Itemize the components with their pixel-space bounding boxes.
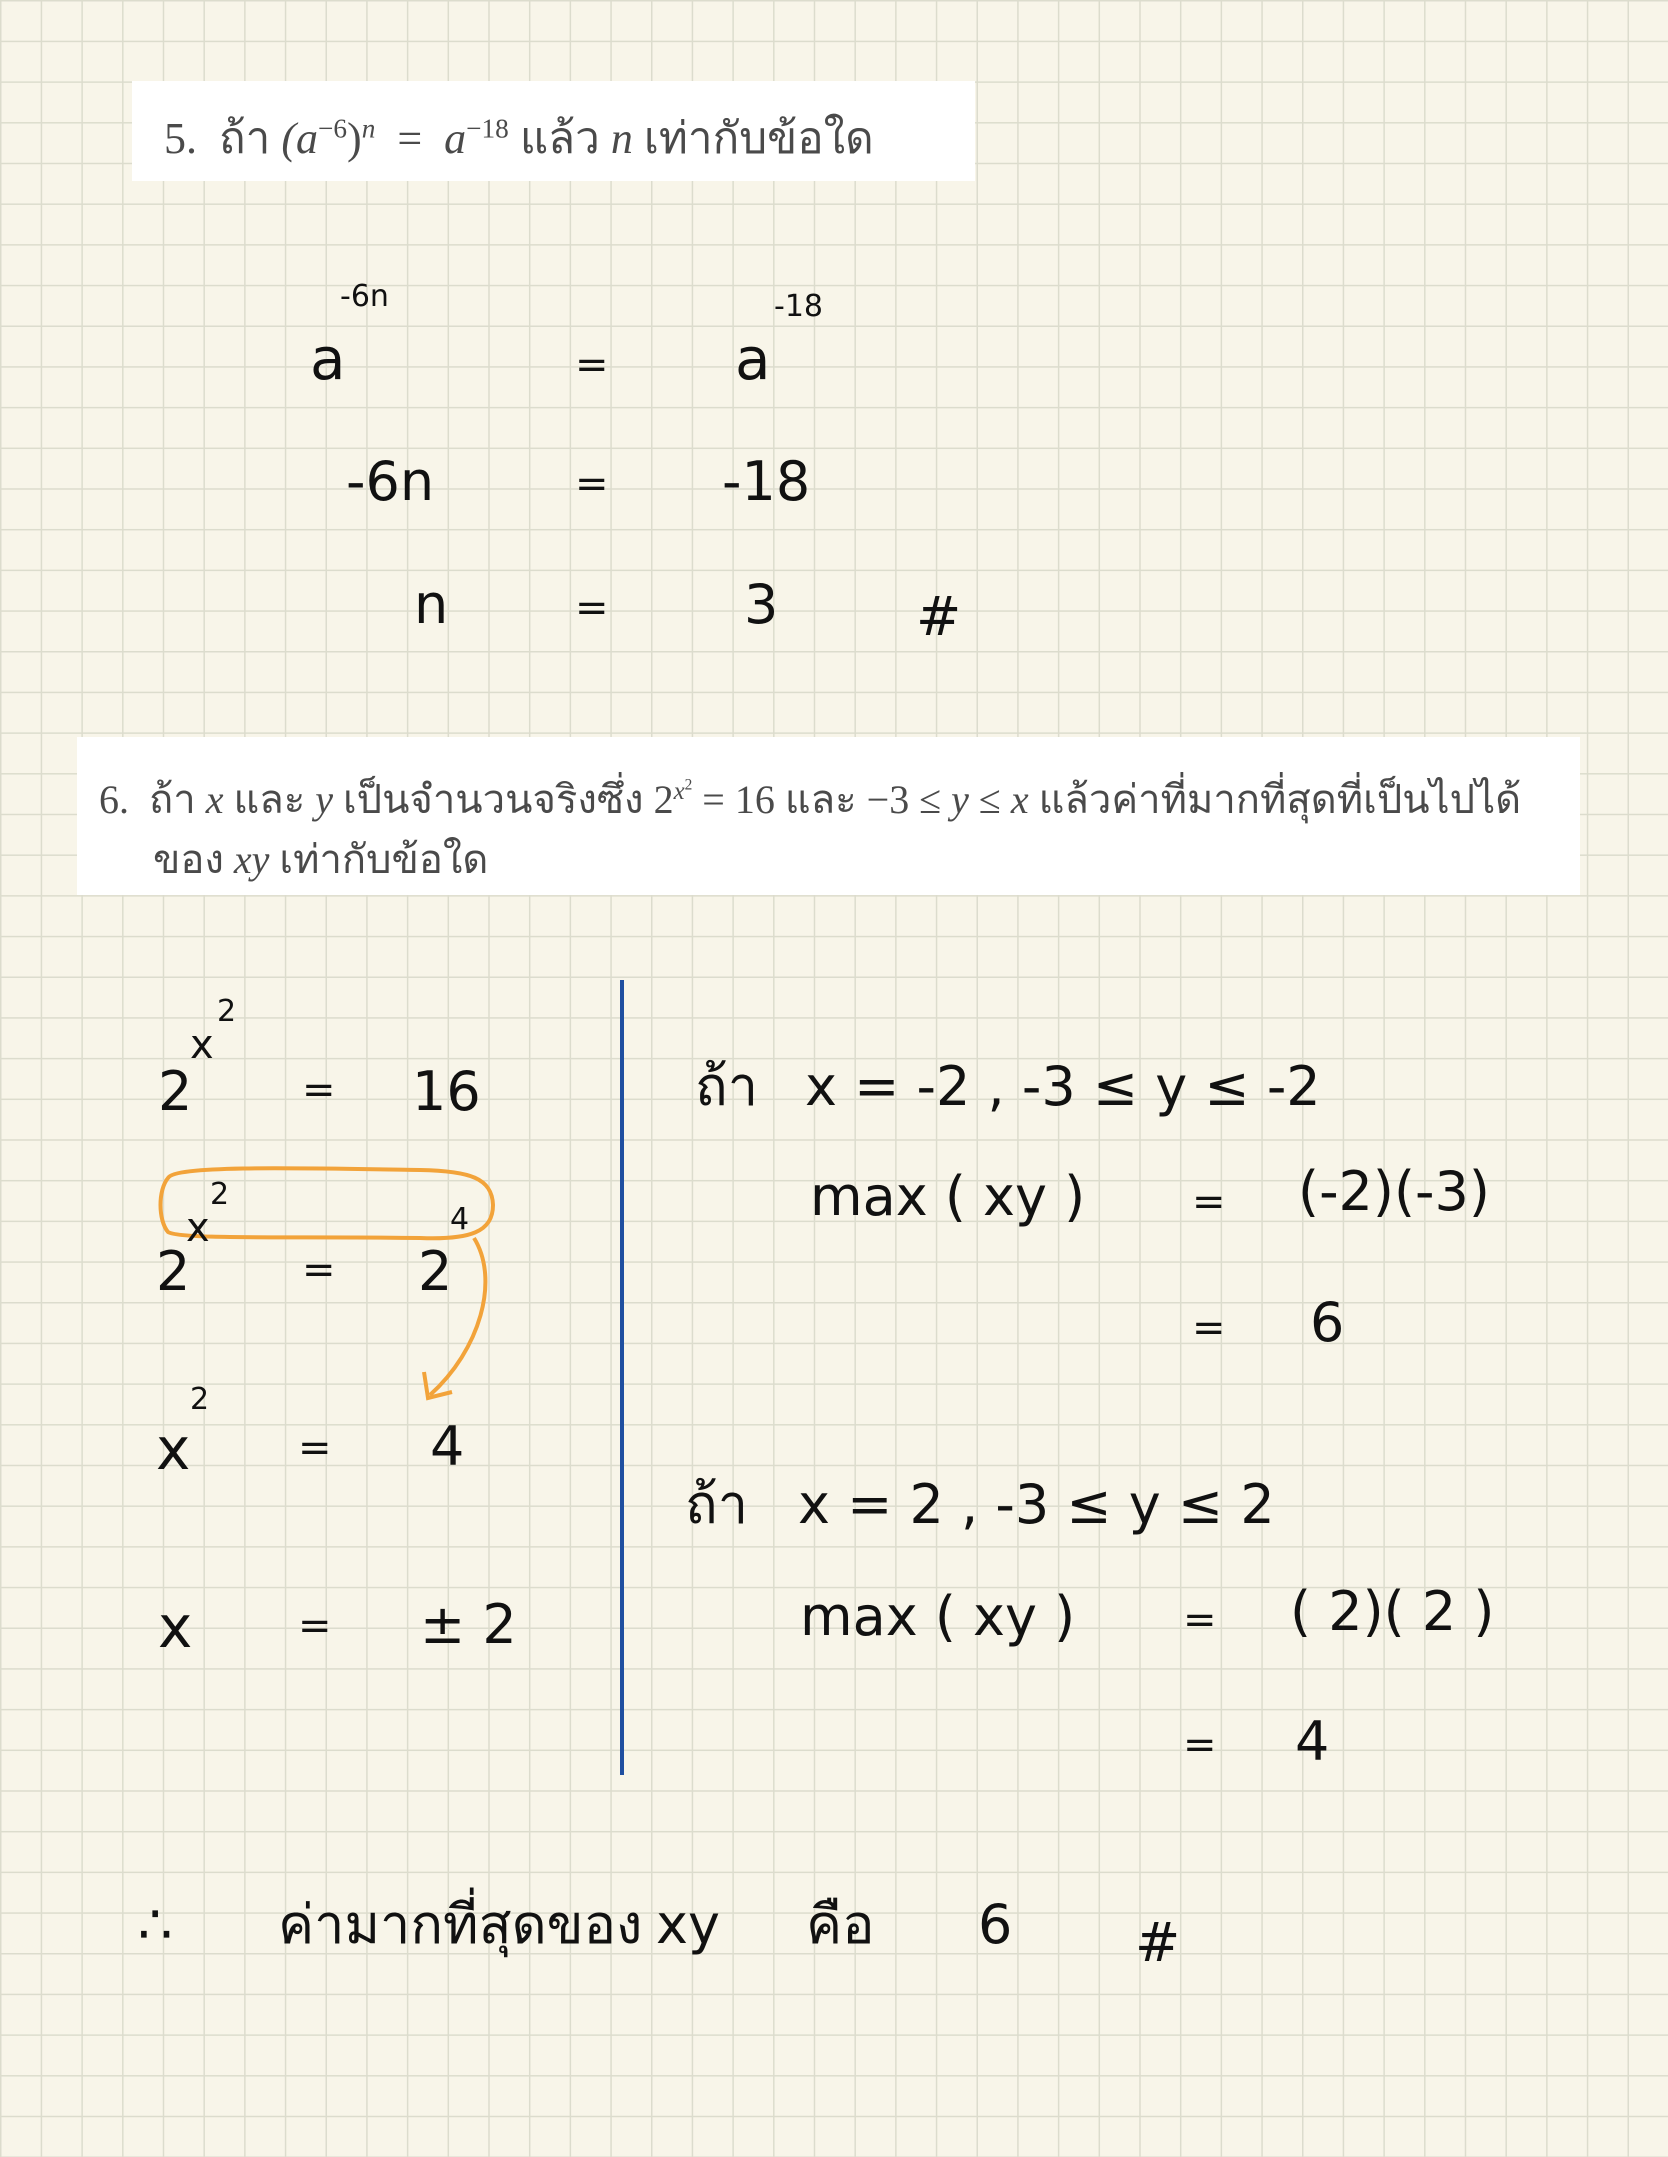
- s6-r4-rhs: ± 2: [420, 1593, 517, 1656]
- sol5-r3-rhs: 3: [744, 573, 779, 636]
- q6-x2: x: [1010, 777, 1029, 822]
- q6-exp: x: [673, 777, 685, 805]
- sol5-r1-rhs: a: [735, 325, 771, 393]
- q5-then: แล้ว: [519, 114, 600, 163]
- conclusion-is: คือ: [806, 1893, 875, 1956]
- q5-lhs-exp-outer: n: [361, 113, 376, 144]
- sol5-r3-lhs: n: [414, 573, 449, 636]
- q5-rhs: a: [444, 114, 467, 163]
- conclusion-mark: #: [1135, 1911, 1181, 1974]
- q6-of: ของ: [153, 837, 224, 882]
- q5-lhs-close: ): [347, 114, 362, 163]
- q5-lhs-exp-inner: −6: [318, 113, 348, 144]
- q5-if: ถ้า: [219, 114, 271, 163]
- s6-r2-eq: =: [302, 1247, 336, 1293]
- q5-rhs-exp: −18: [466, 113, 509, 144]
- s6-r3-eq: =: [298, 1425, 332, 1471]
- q6-xy: xy: [233, 837, 270, 882]
- sol5-r2-rhs: -18: [722, 450, 811, 513]
- c2-value: 4: [1295, 1710, 1330, 1773]
- q6-exp2: 2: [684, 776, 693, 794]
- q6-end: เท่ากับข้อใด: [279, 837, 489, 882]
- s6-r2-exp: x: [186, 1205, 210, 1251]
- c2-eq: =: [1183, 1597, 1217, 1643]
- s6-r3-exp: 2: [190, 1382, 210, 1417]
- c2-product: ( 2)( 2 ): [1290, 1580, 1495, 1643]
- c1-eq: =: [1192, 1179, 1226, 1225]
- s6-r1-exp: x: [190, 1022, 214, 1068]
- sol5-r3-eq: =: [575, 585, 609, 631]
- c1-if: ถ้า: [695, 1055, 759, 1118]
- c2-condition: x = 2 , -3 ≤ y ≤ 2: [798, 1473, 1275, 1536]
- s6-r1-rhs: 16: [412, 1060, 481, 1123]
- c1-product: (-2)(-3): [1298, 1160, 1490, 1223]
- q6-le: ≤: [978, 777, 1001, 822]
- q6-x: x: [205, 777, 224, 822]
- c1-max: max ( xy ): [810, 1165, 1086, 1228]
- sol5-r1-lhs-exp: -6n: [340, 279, 389, 314]
- q5-end: เท่ากับข้อใด: [643, 114, 874, 163]
- c2-max: max ( xy ): [800, 1585, 1076, 1648]
- q6-then: แล้วค่าที่มากที่สุดที่เป็นไปได้: [1038, 777, 1522, 822]
- sol5-r1-rhs-exp: -18: [774, 289, 823, 324]
- q6-cond: = 16 และ −3 ≤: [702, 777, 942, 822]
- sol5-r2-lhs: -6n: [346, 450, 435, 513]
- conclusion-value: 6: [978, 1893, 1013, 1956]
- s6-r3-lhs: x: [156, 1415, 191, 1483]
- q6-base: 2: [653, 777, 674, 822]
- sol5-r2-eq: =: [575, 461, 609, 507]
- s6-r2-rhs-exp: 4: [450, 1202, 470, 1237]
- s6-r3-rhs: 4: [430, 1415, 465, 1478]
- s6-r2-exp2: 2: [210, 1177, 230, 1212]
- s6-r4-eq: =: [298, 1603, 332, 1649]
- s6-r1-exp2: 2: [217, 994, 237, 1029]
- conclusion-xy: xy: [656, 1893, 720, 1956]
- c1-eq2: =: [1192, 1305, 1226, 1351]
- s6-r2-base: 2: [156, 1240, 191, 1303]
- c2-if: ถ้า: [685, 1473, 749, 1536]
- q6-real: เป็นจำนวนจริงซึ่ง: [343, 777, 644, 822]
- s6-r1-eq: =: [302, 1067, 336, 1113]
- c1-value: 6: [1310, 1291, 1345, 1354]
- sol5-r3-mark: #: [916, 585, 962, 648]
- q5-equals: =: [397, 114, 423, 163]
- sol5-r1-lhs: a: [310, 325, 346, 393]
- s6-r2-rhs-base: 2: [418, 1240, 453, 1303]
- sol5-r1-eq: =: [575, 342, 609, 388]
- question-number: 5.: [164, 114, 197, 163]
- conclusion-text: ค่ามากที่สุดของ: [278, 1893, 643, 1956]
- s6-r1-base: 2: [158, 1060, 193, 1123]
- c2-eq2: =: [1183, 1722, 1217, 1768]
- q5-lhs: (a: [281, 114, 319, 163]
- q6-and: และ: [233, 777, 306, 822]
- therefore-symbol: ∴: [138, 1893, 173, 1956]
- q5-var: n: [610, 114, 633, 163]
- q6-y2: y: [951, 777, 969, 822]
- s6-r4-lhs: x: [158, 1593, 193, 1661]
- question-number: 6.: [99, 777, 129, 822]
- c1-condition: x = -2 , -3 ≤ y ≤ -2: [805, 1055, 1321, 1118]
- q6-y: y: [315, 777, 333, 822]
- q6-if: ถ้า: [149, 777, 196, 822]
